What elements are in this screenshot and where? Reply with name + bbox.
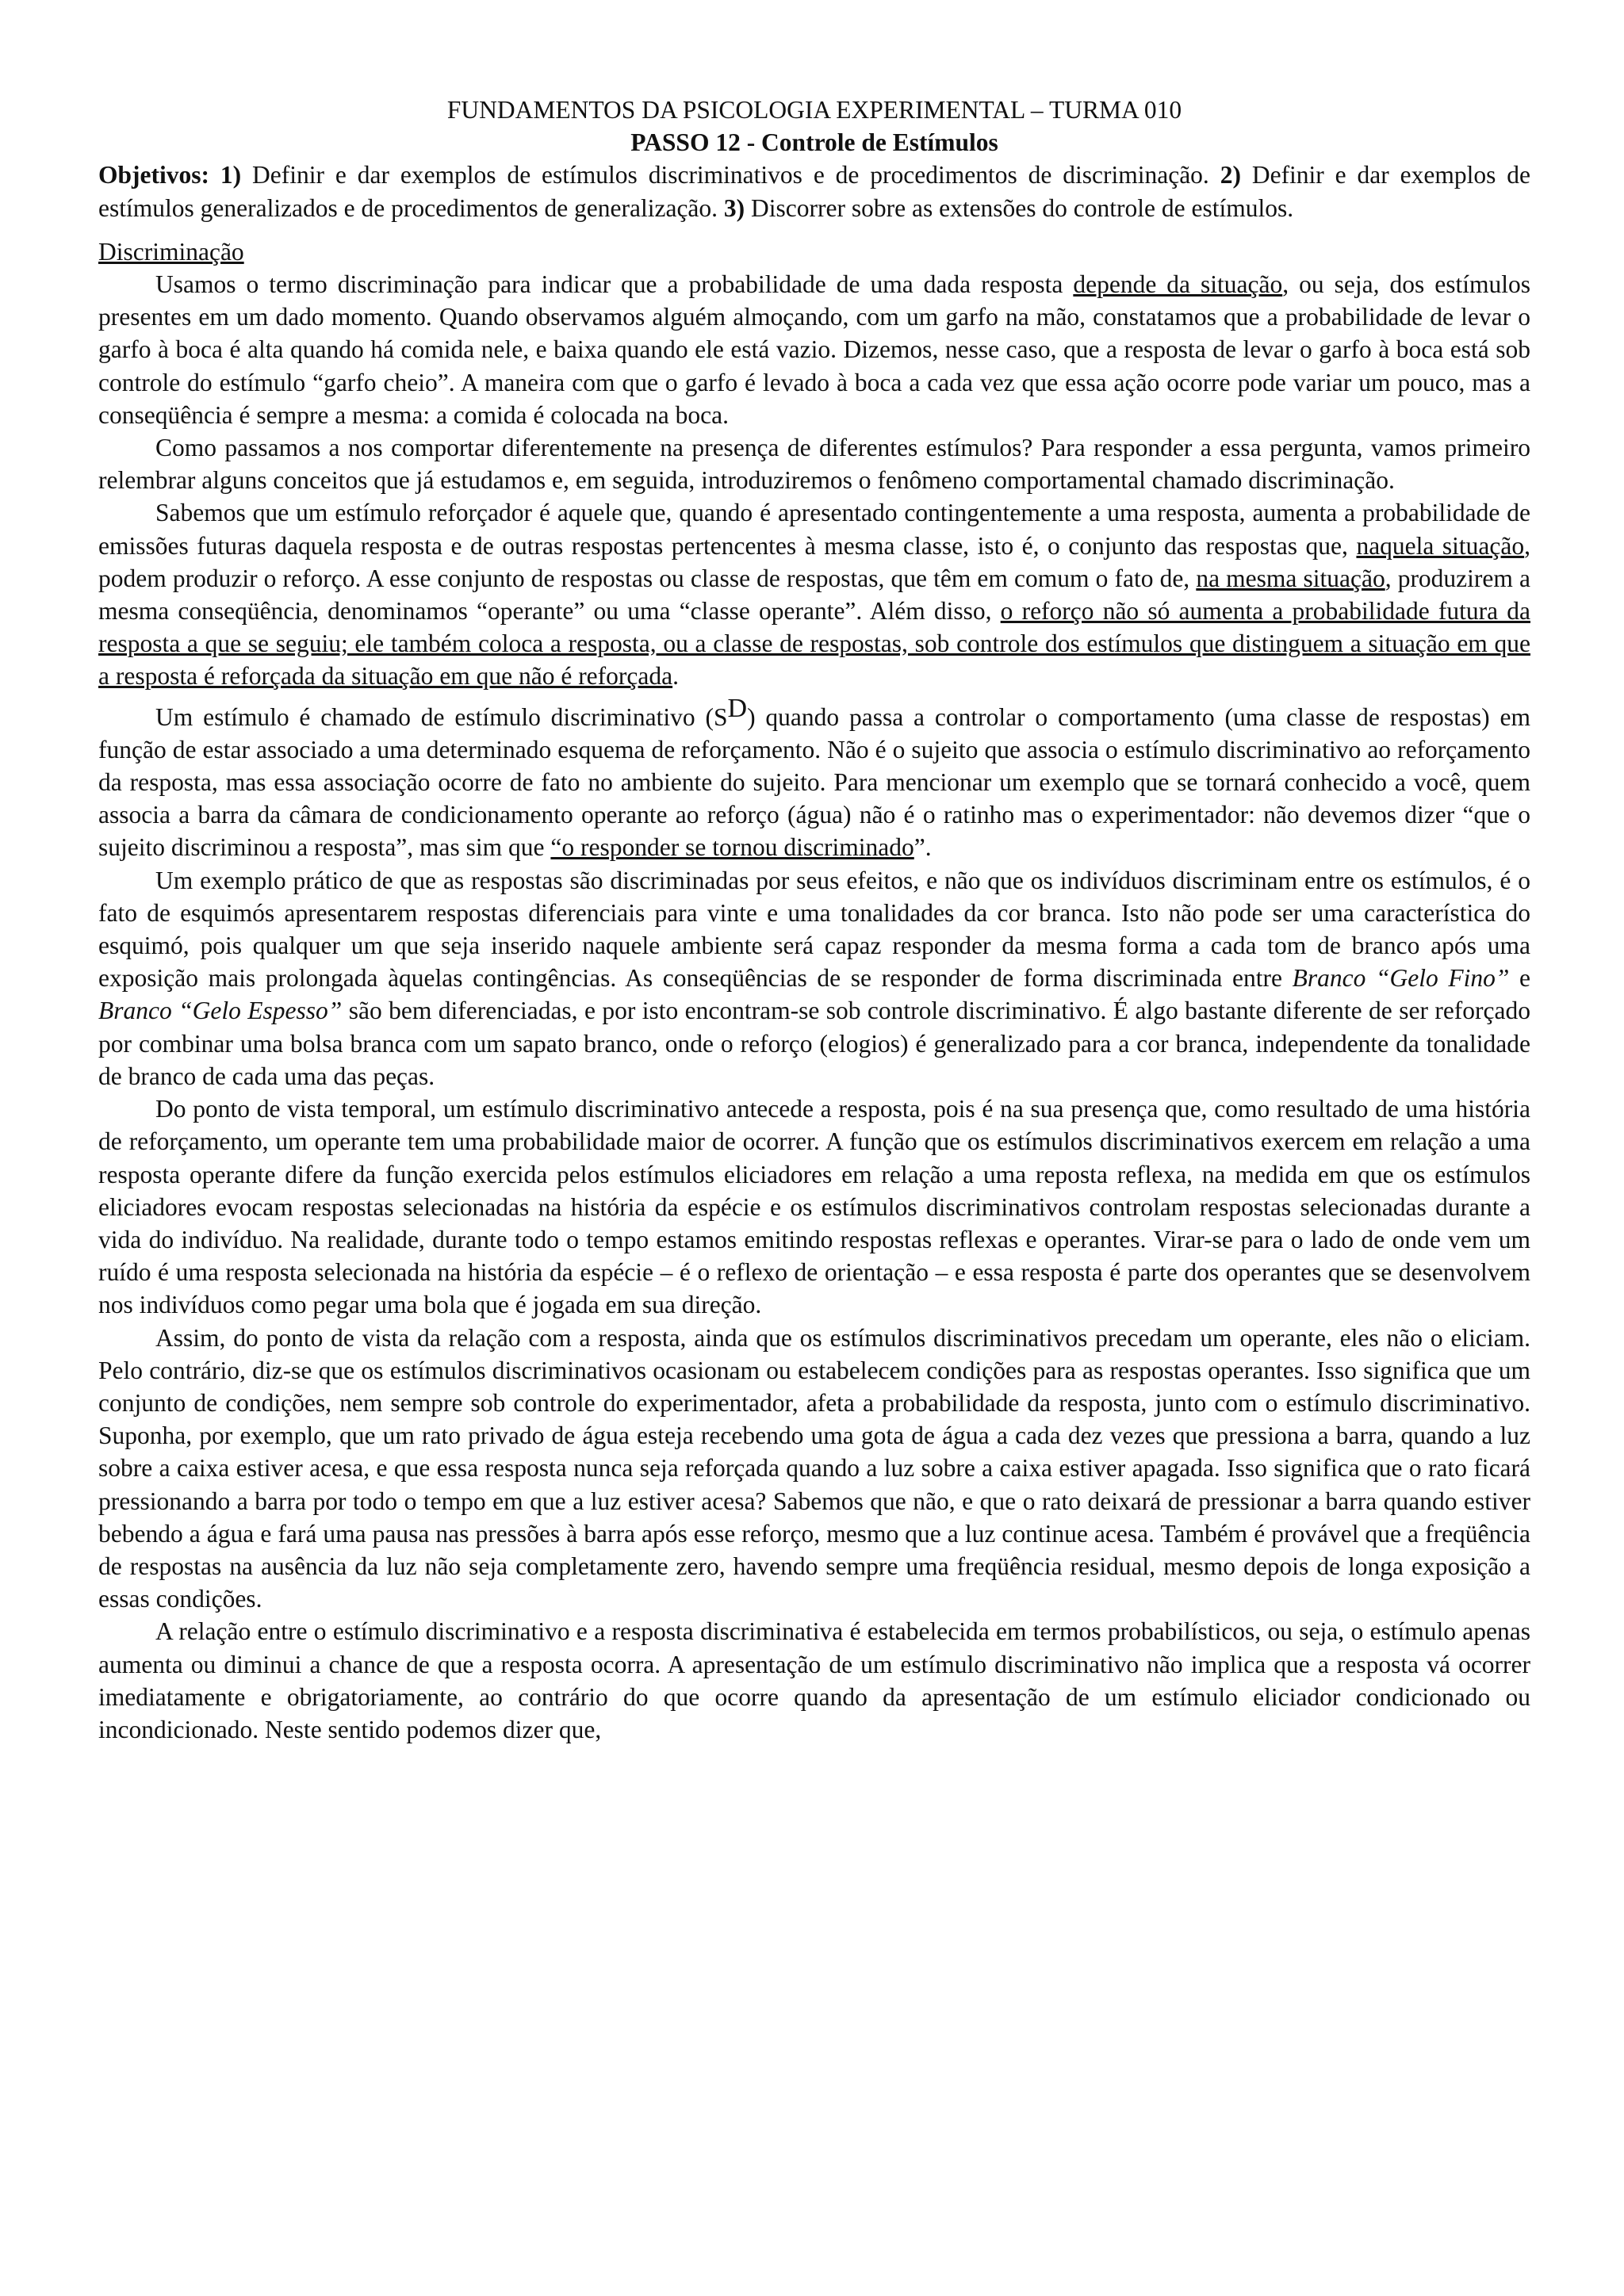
objective-number-3: 3) (723, 193, 745, 222)
paragraph-6: Do ponto de vista temporal, um estímulo discriminativo antecede a resposta, pois é na sua presença que, como resultado de uma história de reforçamento, um operante tem uma probabilidade maior de ocorrer. A função que os estímulos discriminativos exercem em relação a uma resposta operante difere da função exercida pelos estímulos eliciadores em relação a uma reposta reflexa, na medida em que os estímulos eliciadores evocam respostas selecionadas na história da espécie e os estímulos discriminativos controlam respostas selecionadas durante a vida do indivíduo. Na realidade, durante todo o tempo estamos emitindo respostas reflexas e operantes. Virar-se para o lado de onde vem um ruído é uma resposta selecionada na história da espécie – é o reflexo de orientação – e essa resposta é parte dos operantes que se desenvolvem nos indivíduos como pegar uma bola que é jogada em sua direção. (98, 1095, 1530, 1319)
paragraph-2: Como passamos a nos comportar diferentemente na presença de diferentes estímulos? Para responder a essa pergunta, vamos primeiro relembrar alguns conceitos que já estudamos e, em seguida, introduziremos o fenômeno comportamental chamado discriminação. (98, 434, 1530, 495)
paragraph-5 (98, 864, 1530, 1093)
paragraph-5-italic-1: Branco “Gelo Fino” (1292, 964, 1510, 993)
paragraph-4-underline: “o responder se tornou discriminado (550, 833, 914, 862)
paragraph-3-text-b: , podem produzir o reforço. A esse conjunto de respostas ou classe de respostas, que têm em comum o fato de, (98, 531, 1530, 592)
objective-text-2: Definir e dar exemplos de estímulos generalizados e de procedimentos de generalização. (98, 161, 1531, 222)
paragraph-1-underline: depende da situação (1073, 270, 1283, 299)
paragraph-3-underline-3: o reforço não só aumenta a probabilidade futura da resposta a que se seguiu; ele também coloca a resposta, ou a classe de respostas, sob controle dos estímulos que distinguem a situação em que a resposta é reforçada da situação em que não é reforçada (98, 597, 1530, 691)
paragraph-7: Assim, do ponto de vista da relação com a resposta, ainda que os estímulos discriminativos precedam um operante, eles não o eliciam. Pelo contrário, diz-se que os estímulos discriminativos ocasionam ou estabelecem condições para as respostas operantes. Isso significa que um conjunto de condições, nem sempre sob controle do experimentador, afeta a probabilidade da resposta, junto com o estímulo discriminativo. Suponha, por exemplo, que um rato privado de água esteja recebendo uma gota de água a cada dez vezes que pressiona a barra, quando a luz sobre a caixa estiver acesa, e que essa resposta nunca seja reforçada quando a luz sobre a caixa estiver apagada. Isso significa que o rato ficará pressionando a barra por todo o tempo em que a luz estiver acesa? Sabemos que não, e que o rato deixará de pressionar a barra quando estiver bebendo a água e fará uma pausa nas pressões à barra após esse reforço, mesmo que a luz continue acesa. Também é provável que a freqüência de respostas na ausência da luz não seja completamente zero, havendo sempre uma freqüência residual, mesmo depois de longa exposição a essas condições. (98, 1323, 1530, 1613)
paragraph-8: A relação entre o estímulo discriminativo e a resposta discriminativa é estabelecida em termos probabilísticos, ou seja, o estímulo apenas aumenta ou diminui a chance de que a resposta ocorra. A apresentação de um estímulo discriminativo não implica que a resposta vá ocorrer imediatamente e obrigatoriamente, ao contrário do que ocorre quando da apresentação de um estímulo eliciador condicionado ou incondicionado. Neste sentido podemos dizer que, (98, 1617, 1530, 1743)
paragraph-3-text-c: , produzirem a mesma conseqüência, denominamos “operante” ou uma “classe operante”. Além disso, (98, 564, 1530, 626)
course-header: FUNDAMENTOS DA PSICOLOGIA EXPERIMENTAL – TURMA 010 (446, 96, 1182, 124)
objective-text-3: Discorrer sobre as extensões do controle de estímulos. (745, 193, 1294, 222)
paragraph-4 (98, 693, 1530, 864)
objectives-paragraph (98, 159, 1530, 224)
paragraph-3-underline-2: na mesma situação (1196, 564, 1385, 592)
paragraph-1-text-a: Usamos o termo discriminação para indicar que a probabilidade de uma dada resposta (155, 270, 1074, 299)
paragraph-5-text-b: e (1509, 964, 1530, 993)
objective-number-1: 1) (220, 161, 242, 189)
objectives-label: Objetivos: (98, 161, 209, 189)
paragraph-5-text-c: são bem diferenciadas, e por isto encontram-se sob controle discriminativo. É algo bastante diferente de ser reforçado por combinar uma bolsa branca com um sapato branco, onde o reforço (elogios) é generalizado para a cor branca, independente da tonalidade de branco de cada uma das peças. (98, 997, 1531, 1090)
paragraph-4-text-b: ) quando passa a controlar o comportamento (uma classe de respostas) em função de estar associado a uma determinado esquema de reforçamento. Não é o sujeito que associa o estímulo discriminativo ao reforçamento da resposta, mas essa associação ocorre de fato no ambiente do sujeito. Para mencionar um exemplo que se tornará conhecido a você, quem associa a barra da câmara de condicionamento operante ao reforço (água) não é o ratinho mas o experimentador: não devemos dizer “que o sujeito discriminou a resposta”, mas sim que (98, 702, 1530, 862)
paragraph-4-text-a: Um estímulo é chamado de estímulo discriminativo (S (155, 702, 728, 731)
document-title: PASSO 12 - Controle de Estímulos (630, 128, 998, 157)
paragraph-3-underline-1: naquela situação (1356, 531, 1525, 560)
paragraph-3-text-a: Sabemos que um estímulo reforçador é aquele que, quando é apresentado contingentemente a uma resposta, aumenta a probabilidade de emissões futuras daquela resposta e de outras respostas pertencentes à mesma classe, isto é, o conjunto das respostas que, (98, 499, 1530, 560)
paragraph-5-italic-2: Branco “Gelo Espesso” (98, 997, 343, 1025)
paragraph-5-text-a: Um exemplo prático de que as respostas são discriminadas por seus efeitos, e não que os indivíduos discriminam entre os estímulos, é o fato de esquimós apresentarem respostas diferenciais para vinte e uma tonalidades da cor branca. Isto não pode ser uma característica do esquimó, pois qualquer um que seja inserido naquele ambiente será capaz responder da mesma forma a cada tom de branco após uma exposição mais prolongada àquelas contingências. As conseqüências de se responder de forma discriminada entre (98, 866, 1530, 993)
sd-superscript: D (727, 693, 748, 723)
objective-number-2: 2) (1220, 161, 1241, 189)
paragraph-3-text-d: . (672, 662, 679, 691)
objective-text-1: Definir e dar exemplos de estímulos discriminativos e de procedimentos de discriminação. (241, 161, 1220, 189)
paragraph-1-text-b: , ou seja, dos estímulos presentes em um dado momento. Quando observamos alguém almoçando, com um garfo na mão, constatamos que a probabilidade de levar o garfo à boca é alta quando há comida nele, e baixa quando ele está vazio. Dizemos, nesse caso, que a resposta de levar o garfo à boca está sob controle do estímulo “garfo cheio”. A maneira com que o garfo é levado à boca a cada vez que essa ação ocorre pode variar um pouco, mas a conseqüência é sempre a mesma: a comida é colocada na boca. (98, 270, 1530, 429)
paragraph-4-text-c: ”. (914, 833, 932, 862)
section-heading: Discriminação (98, 237, 244, 266)
paragraph-3 (98, 496, 1530, 692)
paragraph-1 (98, 268, 1530, 431)
